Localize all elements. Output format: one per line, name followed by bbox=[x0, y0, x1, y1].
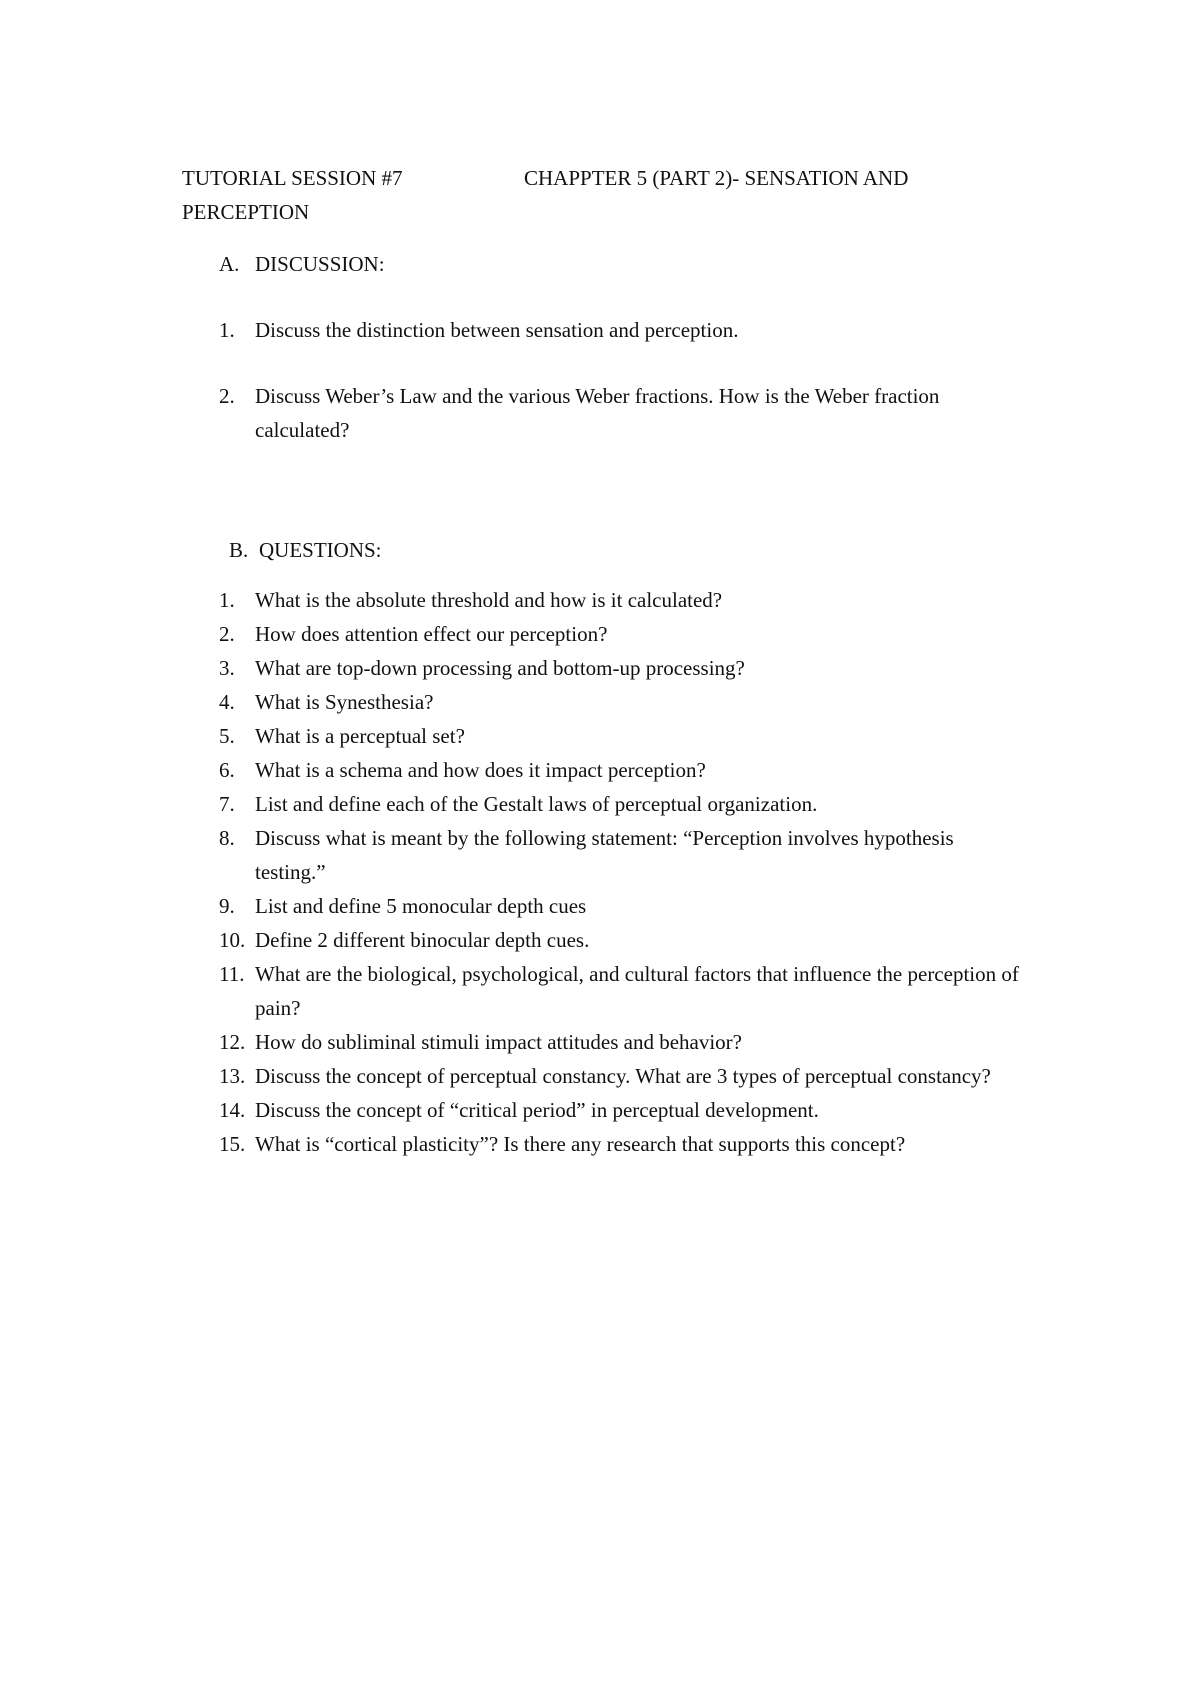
list-item bbox=[219, 1059, 1019, 1093]
questions-heading-text: QUESTIONS: bbox=[259, 538, 382, 562]
list-number: 9. bbox=[219, 894, 235, 918]
list-text: Discuss what is meant by the following statement: “Perception involves hypothesis testing.” bbox=[255, 826, 954, 884]
list-text: What is Synesthesia? bbox=[255, 690, 434, 714]
discussion-heading bbox=[219, 250, 385, 278]
list-number: 3. bbox=[219, 656, 235, 680]
discussion-list bbox=[219, 313, 1019, 479]
list-item bbox=[219, 379, 1019, 447]
list-item bbox=[219, 1025, 1019, 1059]
list-text: How do subliminal stimuli impact attitudes and behavior? bbox=[255, 1030, 742, 1054]
list-item bbox=[219, 1093, 1019, 1127]
list-number: 8. bbox=[219, 826, 235, 850]
questions-letter: B. bbox=[229, 538, 249, 562]
list-text: What is “cortical plasticity”? Is there any research that supports this concept? bbox=[255, 1132, 906, 1156]
list-text: What is a schema and how does it impact perception? bbox=[255, 758, 706, 782]
list-text: What are the biological, psychological, and cultural factors that influence the perception of pain? bbox=[255, 962, 1019, 1020]
discussion-letter: A. bbox=[219, 252, 240, 276]
list-number: 1. bbox=[219, 318, 235, 342]
session-title: TUTORIAL SESSION #7 bbox=[182, 166, 403, 190]
list-number: 2. bbox=[219, 622, 235, 646]
list-item bbox=[219, 787, 1019, 821]
list-item bbox=[219, 651, 1019, 685]
list-number: 4. bbox=[219, 690, 235, 714]
list-text: How does attention effect our perception? bbox=[255, 622, 608, 646]
list-number: 11. bbox=[219, 962, 245, 986]
list-text: What is the absolute threshold and how is it calculated? bbox=[255, 588, 723, 612]
list-item bbox=[219, 923, 1019, 957]
list-item bbox=[219, 719, 1019, 753]
list-item bbox=[219, 889, 1019, 923]
list-text: Discuss the concept of “critical period” in perceptual development. bbox=[255, 1098, 819, 1122]
list-text: Discuss the concept of perceptual constancy. What are 3 types of perceptual constancy? bbox=[255, 1064, 991, 1088]
list-item bbox=[219, 685, 1019, 719]
list-text: What are top-down processing and bottom-up processing? bbox=[255, 656, 745, 680]
list-number: 2. bbox=[219, 384, 235, 408]
list-text: List and define 5 monocular depth cues bbox=[255, 894, 587, 918]
chapter-title: CHAPPTER 5 (PART 2)- SENSATION AND PERCEPTION bbox=[182, 166, 909, 224]
questions-heading bbox=[229, 536, 382, 564]
list-item bbox=[219, 583, 1019, 617]
list-item bbox=[219, 821, 1019, 889]
list-item bbox=[219, 313, 1019, 347]
list-number: 12. bbox=[219, 1030, 246, 1054]
list-number: 6. bbox=[219, 758, 235, 782]
list-number: 7. bbox=[219, 792, 235, 816]
list-item bbox=[219, 753, 1019, 787]
list-text: Discuss the distinction between sensation and perception. bbox=[255, 318, 739, 342]
discussion-heading-text: DISCUSSION: bbox=[255, 252, 385, 276]
list-text: Discuss Weber’s Law and the various Weber fractions. How is the Weber fraction calculated? bbox=[255, 384, 940, 442]
list-number: 15. bbox=[219, 1132, 246, 1156]
list-item bbox=[219, 617, 1019, 651]
list-number: 14. bbox=[219, 1098, 246, 1122]
list-item bbox=[219, 1127, 1019, 1161]
list-number: 13. bbox=[219, 1064, 246, 1088]
list-text: Define 2 different binocular depth cues. bbox=[255, 928, 590, 952]
document-header bbox=[182, 161, 1002, 229]
list-text: List and define each of the Gestalt laws of perceptual organization. bbox=[255, 792, 818, 816]
list-number: 5. bbox=[219, 724, 235, 748]
list-number: 1. bbox=[219, 588, 235, 612]
list-text: What is a perceptual set? bbox=[255, 724, 465, 748]
questions-list bbox=[219, 583, 1019, 1161]
list-number: 10. bbox=[219, 928, 246, 952]
list-item bbox=[219, 957, 1019, 1025]
